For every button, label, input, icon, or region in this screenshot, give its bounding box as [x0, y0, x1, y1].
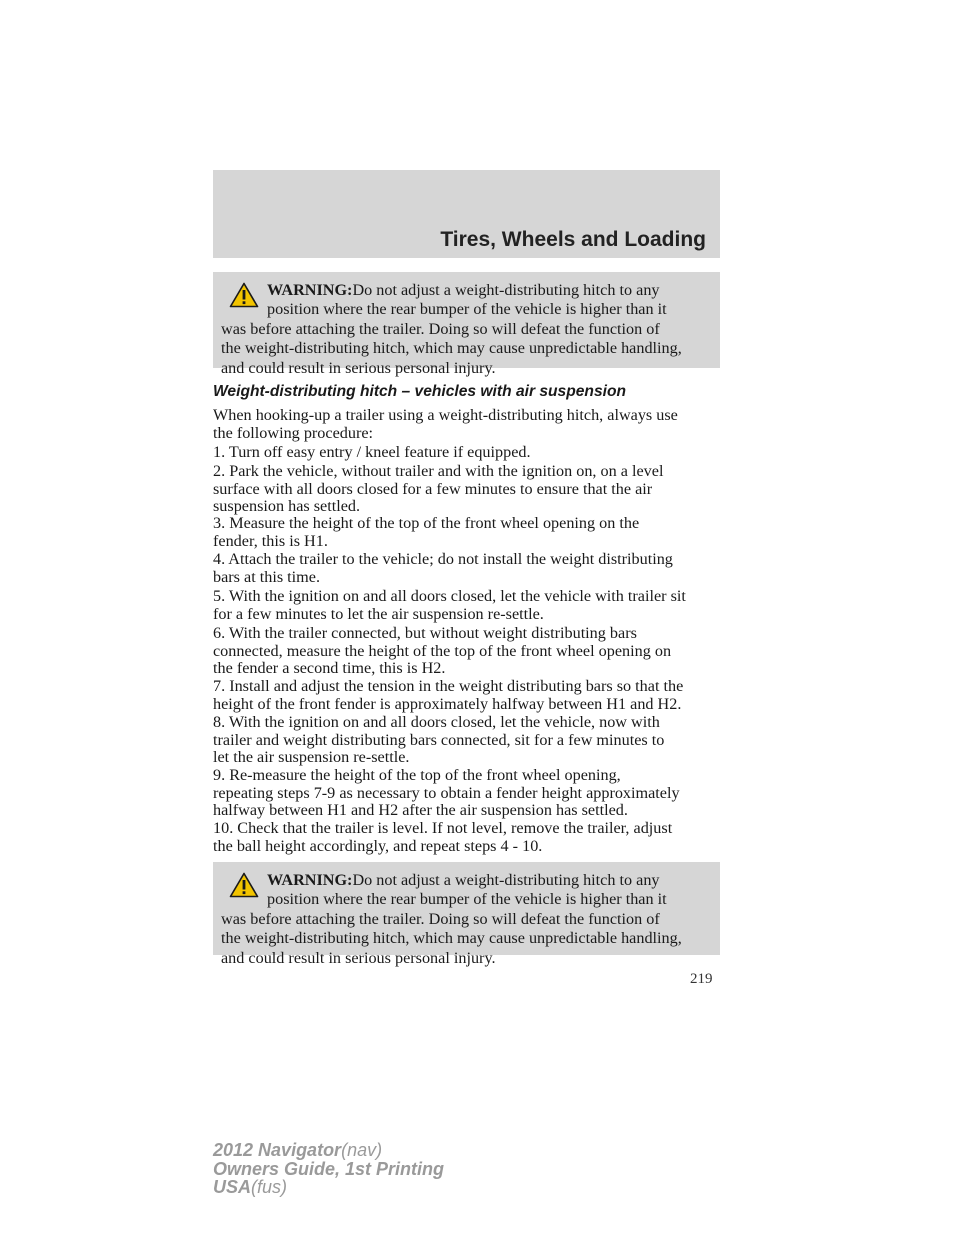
warning-line: the weight-distributing hitch, which may cause unpredictable handling, [221, 339, 682, 358]
footer-line [213, 1178, 444, 1197]
footer-model: 2012 Navigator [213, 1140, 342, 1160]
step-5 [213, 588, 723, 623]
warning-triangle-icon [229, 282, 259, 308]
warning-line: and could result in serious personal injury. [221, 948, 496, 967]
warning-line: was before attaching the trailer. Doing so will defeat the function of [221, 909, 660, 928]
step-4 [213, 551, 723, 586]
warning-line: the weight-distributing hitch, which may cause unpredictable handling, [221, 929, 682, 948]
warning-label: WARNING: [267, 281, 353, 299]
warning-first-text: Do not adjust a weight-distributing hitch to any [352, 281, 660, 299]
warning-first-text: Do not adjust a weight-distributing hitch to any [352, 871, 660, 889]
warning-label: WARNING: [267, 871, 353, 889]
warning-box-bottom [213, 862, 720, 967]
paragraph-line: 4. Attach the trailer to the vehicle; do not install the weight distributing [213, 550, 673, 568]
warning-first-line [221, 871, 712, 890]
paragraph-line: trailer and weight distributing bars connected, sit for a few minutes to [213, 730, 665, 749]
paragraph-line: 6. With the trailer connected, but without weight distributing bars [213, 624, 637, 642]
paragraph-line: 8. With the ignition on and all doors closed, let the vehicle, now with [213, 713, 660, 731]
footer-line: Owners Guide, 1st Printing [213, 1158, 445, 1179]
step-10 [213, 820, 723, 855]
step-9 [213, 767, 723, 820]
warning-line: and could result in serious personal injury. [221, 358, 496, 377]
paragraph-line: 7. Install and adjust the tension in the weight distributing bars so that the [213, 677, 684, 695]
paragraph-line: 10. Check that the trailer is level. If not level, remove the trailer, adjust [213, 819, 673, 837]
paragraph-line: 2. Park the vehicle, without trailer and with the ignition on, on a level [213, 462, 664, 480]
paragraph-line: height of the front fender is approximately halfway between H1 and H2. [213, 694, 682, 713]
intro-paragraph [213, 407, 723, 442]
paragraph-line: for a few minutes to let the air suspension re-settle. [213, 604, 544, 623]
warning-line: position where the rear bumper of the vehicle is higher than it [267, 300, 667, 319]
footer-market: USA [213, 1177, 252, 1197]
step-3 [213, 515, 723, 550]
paragraph-line: 3. Measure the height of the top of the front wheel opening on the [213, 514, 640, 532]
section-heading: Weight-distributing hitch – vehicles with air suspension [213, 383, 626, 400]
section-header-band [213, 170, 720, 258]
paragraph-line: suspension has settled. [213, 497, 361, 516]
step-1 [213, 444, 723, 462]
paragraph-line: the ball height accordingly, and repeat steps 4 - 10. [213, 836, 543, 855]
step-8 [213, 714, 723, 767]
footer-model-code: (nav) [341, 1140, 383, 1160]
paragraph-line: connected, measure the height of the top of the front wheel opening on [213, 641, 672, 660]
step-2 [213, 463, 723, 516]
paragraph-line: bars at this time. [213, 567, 320, 586]
paragraph-line: 9. Re-measure the height of the top of the front wheel opening, [213, 766, 621, 784]
page-number: 219 [690, 971, 713, 987]
paragraph-line: the following procedure: [213, 423, 374, 442]
footer-line [213, 1141, 444, 1160]
warning-line: position where the rear bumper of the vehicle is higher than it [267, 890, 667, 909]
paragraph-line: 5. With the ignition on and all doors closed, let the vehicle with trailer sit [213, 587, 686, 605]
section-title: Tires, Wheels and Loading [440, 228, 706, 251]
footer-market-code: (fus) [251, 1177, 288, 1197]
warning-first-line [221, 281, 712, 300]
paragraph-line: repeating steps 7-9 as necessary to obtain a fender height approximately [213, 783, 680, 802]
paragraph-line: halfway between H1 and H2 after the air suspension has settled. [213, 801, 628, 820]
warning-triangle-icon [229, 872, 259, 898]
paragraph-line: let the air suspension re-settle. [213, 748, 410, 767]
footer-imprint [213, 1141, 444, 1197]
paragraph-line: When hooking-up a trailer using a weight-distributing hitch, always use [213, 406, 678, 424]
step-6 [213, 625, 723, 678]
paragraph-line: surface with all doors closed for a few minutes to ensure that the air [213, 479, 653, 498]
step-7 [213, 678, 723, 713]
paragraph-line: 1. Turn off easy entry / kneel feature if equipped. [213, 443, 531, 461]
warning-line: was before attaching the trailer. Doing so will defeat the function of [221, 319, 660, 338]
warning-box-top [213, 272, 720, 377]
paragraph-line: fender, this is H1. [213, 531, 328, 550]
paragraph-line: the fender a second time, this is H2. [213, 659, 446, 678]
